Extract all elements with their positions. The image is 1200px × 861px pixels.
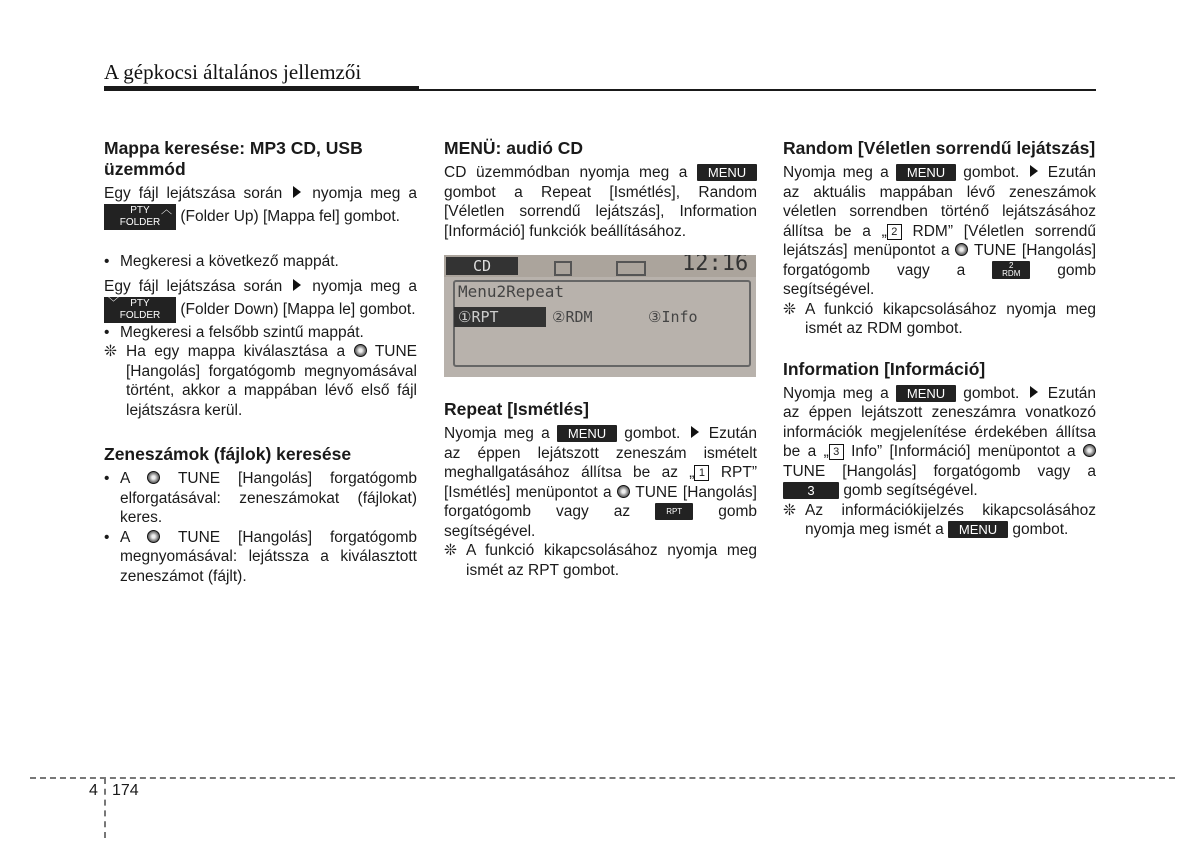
column-1 <box>104 138 417 586</box>
tune-knob-icon <box>617 485 630 498</box>
note-item: ❊ A funkció kikapcsolásához nyomja meg ismét az RDM gombot. <box>783 300 1096 337</box>
lcd-info: ③Info <box>648 308 698 326</box>
lcd-display-image <box>444 255 756 377</box>
number-2-icon: 2 <box>887 224 902 240</box>
folder-up-button-icon: PTY ︿ FOLDER <box>104 204 176 230</box>
folder-down-button-icon: ﹀ PTY FOLDER <box>104 297 176 323</box>
paragraph: Nyomja meg a MENU gombot. Ezután az éppen lejátszott zeneszámra vonatkozó információk megjelenítése érdekében állítsa be a „ 3 Info” [Információ] menüpontot a TUNE [Hangolás] forgatógomb vagy a 3 gomb segítségével. <box>783 384 1096 499</box>
paragraph: Egy fájl lejátszása során nyomja meg a ﹀ PTY FOLDER (Folder Down) [Mappa le] gombot. <box>104 278 418 321</box>
bullet-item: • Megkeresi a következő mappát. <box>104 252 339 270</box>
tune-knob-icon <box>955 243 968 256</box>
section-title-track-search: Zeneszámok (fájlok) keresése <box>104 444 352 464</box>
footer-divider <box>30 777 1175 779</box>
paragraph: CD üzemmódban nyomja meg a MENU gombot a Repeat [Ismétlés], Random [Véletlen sorrendű lejátszás], Information [Információ] funkciók beállításához. <box>444 164 757 240</box>
tune-knob-icon <box>147 530 160 543</box>
note-item: ❊ Az információkijelzés kikapcsolásához nyomja meg ismét a MENU gombot. <box>783 501 1096 538</box>
bullet-item: • A TUNE [Hangolás] forgatógomb elforgatásával: zeneszámokat (fájlokat) keres. <box>104 470 418 526</box>
play-icon <box>293 279 301 291</box>
play-icon <box>691 426 699 438</box>
menu-button-icon: MENU <box>557 425 617 442</box>
menu-button-icon: MENU <box>948 521 1008 538</box>
menu-button-icon: MENU <box>896 164 956 181</box>
play-icon <box>1030 165 1038 177</box>
column-3 <box>783 138 1096 540</box>
chapter-number: 4 <box>89 782 98 799</box>
lcd-rpt: ①RPT <box>454 307 546 327</box>
lcd-time: 12:16 <box>682 255 749 276</box>
section-title-folder-search: Mappa keresése: MP3 CD, USB üzemmód <box>104 138 363 179</box>
page-header-title: A gépkocsi általános jellemzői <box>104 60 362 84</box>
footer-divider-vertical <box>104 778 106 838</box>
section-title-information: Information [Információ] <box>783 358 986 379</box>
rdm-button-icon: 2 RDM <box>992 261 1030 279</box>
chevron-up-icon: ︿ <box>161 203 172 216</box>
header-rule-thick <box>104 86 419 91</box>
bullet-item: • A TUNE [Hangolás] forgatógomb megnyomásával: lejátssza a kiválasztott zeneszámot (fájlt). <box>104 528 418 585</box>
section-title-menu-audio-cd: MENÜ: audió CD <box>444 138 584 158</box>
button-3-icon: 3 <box>783 482 839 499</box>
menu-button-icon: MENU <box>697 164 757 181</box>
paragraph: Egy fájl lejátszása során nyomja meg a PTY ︿ FOLDER (Folder Up) [Mappa fel] gombot. <box>104 185 418 228</box>
chevron-down-icon: ﹀ <box>108 296 119 309</box>
tune-knob-icon <box>354 344 367 357</box>
lcd-status-icon <box>554 261 572 276</box>
lcd-status-icon <box>616 261 646 276</box>
section-title-random: Random [Véletlen sorrendű lejátszás] <box>783 138 1096 158</box>
tune-knob-icon <box>1083 444 1096 457</box>
page-number: 174 <box>112 782 139 799</box>
menu-button-icon: MENU <box>896 385 956 402</box>
lcd-mode: CD <box>446 257 518 275</box>
paragraph: Nyomja meg a MENU gombot. Ezután az éppen lejátszott zeneszám ismételt meghallgatásához állítsa be az „ 1 RPT” [Ismétlés] menüpontot a TUNE [Hangolás] forgatógomb vagy az RPT gomb segítségével. <box>444 425 757 540</box>
paragraph: Nyomja meg a MENU gombot. Ezután az aktuális mappában lévő zeneszámok véletlen sorrendben történő lejátszásához állítsa be a „ 2 RDM” [Véletlen sorrendű lejátszás] menüpontot a TUNE [Hangolás] forgatógomb vagy a 2 RDM gomb segítségével. <box>783 164 1097 298</box>
lcd-menu-label: Menu2Repeat <box>458 282 564 301</box>
play-icon <box>1030 386 1038 398</box>
bullet-item: • Megkeresi a felsőbb szintű mappát. <box>104 323 364 341</box>
lcd-rdm: ②RDM <box>552 308 593 326</box>
note-item: ❊ Ha egy mappa kiválasztása a TUNE [Hangolás] forgatógomb megnyomásával történt, akkor a mappában lévő első fájl lejátszásra kerül. <box>104 343 418 419</box>
tune-knob-icon <box>147 471 160 484</box>
rpt-button-icon: RPT <box>655 503 693 520</box>
number-1-icon: 1 <box>694 465 709 481</box>
number-3-icon: 3 <box>829 444 844 460</box>
column-2 <box>444 138 757 580</box>
header-rule-thin <box>419 89 1096 91</box>
section-title-repeat: Repeat [Ismétlés] <box>444 399 589 419</box>
play-icon <box>293 186 301 198</box>
note-item: ❊ A funkció kikapcsolásához nyomja meg ismét az RPT gombot. <box>444 542 757 579</box>
